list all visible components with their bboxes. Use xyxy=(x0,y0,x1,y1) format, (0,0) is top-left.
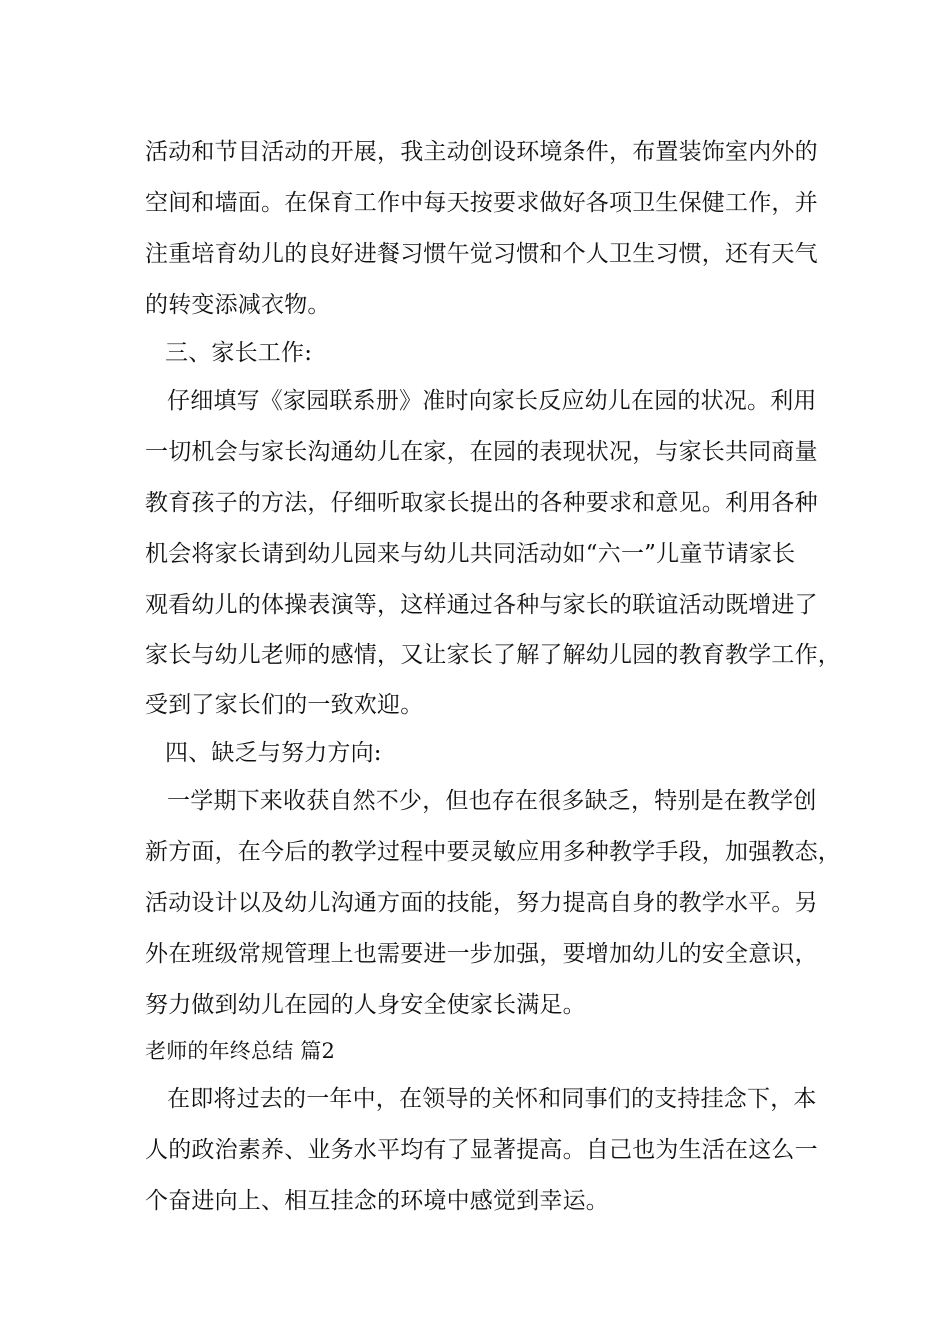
text-line: 教育孩子的方法，仔细听取家长提出的各种要求和意见。利用各种 xyxy=(145,490,818,516)
text-line: 人的政治素养、业务水平均有了显著提高。自己也为生活在这么一 xyxy=(145,1137,818,1163)
text-line: 外在班级常规管理上也需要进一步加强，要增加幼儿的安全意识， xyxy=(145,941,818,967)
text-line: 个奋进向上、相互挂念的环境中感觉到幸运。 xyxy=(145,1188,609,1214)
text-line: 一切机会与家长沟通幼儿在家，在园的表现状况，与家长共同商量 xyxy=(145,439,818,465)
text-line: 的转变添减衣物。 xyxy=(145,292,331,318)
text-line: 努力做到幼儿在园的人身安全使家长满足。 xyxy=(145,992,586,1018)
text-line: 活动和节目活动的开展，我主动创设环境条件，布置装饰室内外的 xyxy=(145,139,818,165)
section-heading: 四、缺乏与努力方向: xyxy=(165,740,382,766)
document-subtitle: 老师的年终总结 篇2 xyxy=(145,1039,336,1063)
text-line: 仔细填写《家园联系册》准时向家长反应幼儿在园的状况。利用 xyxy=(167,388,817,414)
text-line: 空间和墙面。在保育工作中每天按要求做好各项卫生保健工作，并 xyxy=(145,190,818,216)
text-line: 活动设计以及幼儿沟通方面的技能，努力提高自身的教学水平。另 xyxy=(145,890,818,916)
text-line: 一学期下来收获自然不少，但也存在很多缺乏，特别是在教学创 xyxy=(167,788,817,814)
text-line: 注重培育幼儿的良好进餐习惯午觉习惯和个人卫生习惯，还有天气 xyxy=(145,241,818,267)
text-line: 受到了家长们的一致欢迎。 xyxy=(145,692,424,718)
section-heading: 三、家长工作: xyxy=(165,340,313,366)
text-line: 新方面，在今后的教学过程中要灵敏应用多种教学手段，加强教态， xyxy=(145,839,841,865)
text-line: 在即将过去的一年中，在领导的关怀和同事们的支持挂念下，本 xyxy=(167,1086,817,1112)
text-line: 家长与幼儿老师的感情，又让家长了解了解幼儿园的教育教学工作， xyxy=(145,642,841,668)
text-line: 机会将家长请到幼儿园来与幼儿共同活动如“六一”儿童节请家长 xyxy=(145,541,796,567)
text-line: 观看幼儿的体操表演等，这样通过各种与家长的联谊活动既增进了 xyxy=(145,592,818,618)
